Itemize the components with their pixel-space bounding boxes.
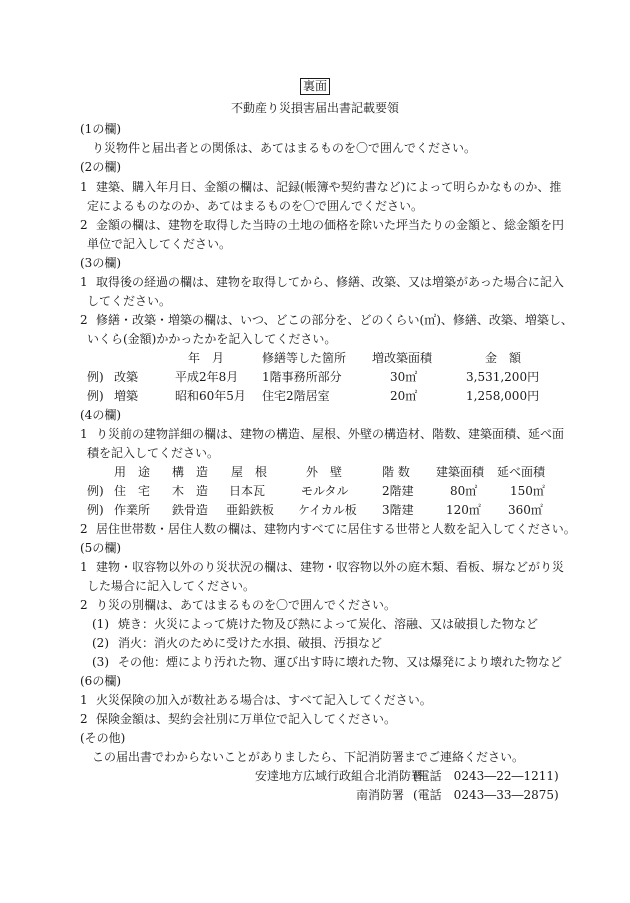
table-4-row-2-wall: ケイカル板 xyxy=(298,503,357,517)
section-5-heading: (5の欄) xyxy=(80,541,121,555)
other-text: この届出書でわからないことがありましたら、下記消防署までご連絡ください。 xyxy=(92,750,525,764)
table-3-header-location: 修繕等した箇所 xyxy=(262,351,347,365)
table-3-row-1-area: 30㎡ xyxy=(390,370,418,384)
table-4-row-2-use: 作業所 xyxy=(114,503,151,517)
table-4-row-1-roof: 日本瓦 xyxy=(229,484,266,498)
section-6-item-2-line-1: 保険金額は、契約会社別に万単位で記入してください。 xyxy=(96,712,397,726)
table-4-row-1-building-area: 80㎡ xyxy=(450,484,478,498)
table-3-row-2-label: 例) xyxy=(87,389,104,403)
table-3-row-1-amount: 3,531,200円 xyxy=(466,370,540,384)
section-3-item-1-number: 1 xyxy=(80,275,88,289)
section-6-heading: (6の欄) xyxy=(80,674,121,688)
table-4-header-use: 用 途 xyxy=(114,465,151,479)
section-2-heading: (2の欄) xyxy=(80,160,121,174)
back-side-label: 裏面 xyxy=(300,78,330,95)
table-4-row-1-total-area: 150㎡ xyxy=(510,484,545,498)
section-2-item-2-number: 2 xyxy=(80,218,88,232)
section-5-sub-3-text: その他：煙により汚れた物、運び出す時に壊れた物、又は爆発により壊れた物など xyxy=(118,655,563,669)
table-4-row-2-floors: 3階建 xyxy=(382,503,414,517)
section-2-item-1-number: 1 xyxy=(80,180,88,194)
table-3-row-2-area: 20㎡ xyxy=(390,389,418,403)
table-4-row-2-total-area: 360㎡ xyxy=(508,503,543,517)
table-4-header-floors: 階 数 xyxy=(382,465,410,479)
section-6-item-1-number: 1 xyxy=(80,693,88,707)
contact-2-name: 南消防署 xyxy=(356,788,405,802)
section-3-item-2-line-1: 修繕・改築・増築の欄は、いつ、どこの部分を、どのくらい(㎡)、修繕、改築、増築し、 xyxy=(96,313,573,327)
section-5-item-2-number: 2 xyxy=(80,598,88,612)
table-3-row-1-date: 平成2年8月 xyxy=(175,370,239,384)
section-5-item-2-line-1: り災の別欄は、あてはまるものを〇で囲んでください。 xyxy=(96,598,397,612)
table-3-header-area: 増改築面積 xyxy=(372,351,433,365)
section-6-item-2-number: 2 xyxy=(80,712,88,726)
other-heading: (その他) xyxy=(80,731,126,745)
section-5-item-1-number: 1 xyxy=(80,560,88,574)
section-5-sub-1-text: 焼き：火災によって焼けた物及び熱によって炭化、溶融、又は破損した物など xyxy=(118,617,539,631)
section-5-sub-2-number: (2) xyxy=(92,636,109,650)
table-4-header-wall: 外 壁 xyxy=(306,465,343,479)
table-4-row-1-use: 住 宅 xyxy=(114,484,151,498)
section-4-item-1-number: 1 xyxy=(80,427,88,441)
table-3-row-1-kind: 改築 xyxy=(114,370,139,384)
contact-2-phone: (電話 0243―33―2875) xyxy=(413,788,559,802)
table-3-header-date: 年 月 xyxy=(188,351,225,365)
section-4-item-2-line-1: 居住世帯数・居住人数の欄は、建物内すべてに居住する世帯と人数を記入してください。 xyxy=(96,522,576,536)
section-4-item-1-line-1: り災前の建物詳細の欄は、建物の構造、屋根、外壁の構造材、階数、建築面積、延べ面 xyxy=(96,427,565,441)
document-title: 不動産り災損害届出書記載要領 xyxy=(230,101,399,115)
section-2-item-1-line-2: 定によるものなのか、あてはまるものを〇で囲んでください。 xyxy=(87,199,424,213)
section-3-heading: (3の欄) xyxy=(80,256,121,270)
section-4-heading: (4の欄) xyxy=(80,408,121,422)
section-3-item-2-line-2: いくら(金額)かかったかを記入してください。 xyxy=(87,332,337,346)
section-5-sub-3-number: (3) xyxy=(92,655,109,669)
table-4-row-1-structure: 木 造 xyxy=(172,484,209,498)
table-4-row-1-wall: モルタル xyxy=(301,484,349,498)
section-2-item-2-line-2: 単位で記入してください。 xyxy=(87,237,232,251)
table-4-row-2-building-area: 120㎡ xyxy=(446,503,481,517)
table-4-row-1-label: 例) xyxy=(87,484,104,498)
section-3-item-2-number: 2 xyxy=(80,313,88,327)
section-1-text: り災物件と届出者との関係は、あてはまるものを〇で囲んでください。 xyxy=(92,141,477,155)
table-4-row-1-floors: 2階建 xyxy=(382,484,414,498)
table-4-header-roof: 屋 根 xyxy=(231,465,268,479)
table-3-row-1-label: 例) xyxy=(87,370,104,384)
table-4-row-2-roof: 亜鉛鉄板 xyxy=(226,503,275,517)
section-3-item-1-line-2: してください。 xyxy=(87,294,172,308)
section-5-sub-2-text: 消火：消火のために受けた水損、破損、汚損など xyxy=(118,636,383,650)
table-3-row-2-location: 住宅2階居室 xyxy=(262,389,330,403)
section-2-item-2-line-1: 金額の欄は、建物を取得した当時の土地の価格を除いた坪当たりの金額と、総金額を円 xyxy=(96,218,565,232)
section-3-item-1-line-1: 取得後の経過の欄は、建物を取得してから、修繕、改築、又は増築があった場合に記入 xyxy=(96,275,564,289)
table-4-row-2-structure: 鉄骨造 xyxy=(172,503,209,517)
section-2-item-1-line-1: 建築、購入年月日、金額の欄は、記録(帳簿や契約書など)によって明らかなものか、推 xyxy=(96,180,562,194)
section-5-item-1-line-1: 建物・収容物以外のり災状況の欄は、建物・収容物以外の庭木類、看板、塀などがり災 xyxy=(96,560,565,574)
table-3-row-1-location: 1階事務所部分 xyxy=(262,370,342,384)
table-3-header-amount: 金 額 xyxy=(485,351,522,365)
contact-1-phone: (電話 0243―22―1211) xyxy=(413,769,559,783)
section-5-item-1-line-2: した場合に記入してください。 xyxy=(87,579,256,593)
table-4-header-structure: 構 造 xyxy=(172,465,209,479)
section-4-item-2-number: 2 xyxy=(80,522,88,536)
table-4-header-building-area: 建築面積 xyxy=(436,465,485,479)
contact-1-name: 安達地方広域行政組合北消防署 xyxy=(255,769,424,783)
section-6-item-1-line-1: 火災保険の加入が数社ある場合は、すべて記入してください。 xyxy=(96,693,432,707)
table-3-row-2-kind: 増築 xyxy=(114,389,139,403)
section-4-item-1-line-2: 積を記入してください。 xyxy=(87,446,220,460)
table-3-row-2-date: 昭和60年5月 xyxy=(175,389,246,403)
section-5-sub-1-number: (1) xyxy=(92,617,109,631)
table-4-header-total-area: 延べ面積 xyxy=(497,465,546,479)
section-1-heading: (1の欄) xyxy=(80,122,121,136)
table-4-row-2-label: 例) xyxy=(87,503,104,517)
table-3-row-2-amount: 1,258,000円 xyxy=(466,389,540,403)
